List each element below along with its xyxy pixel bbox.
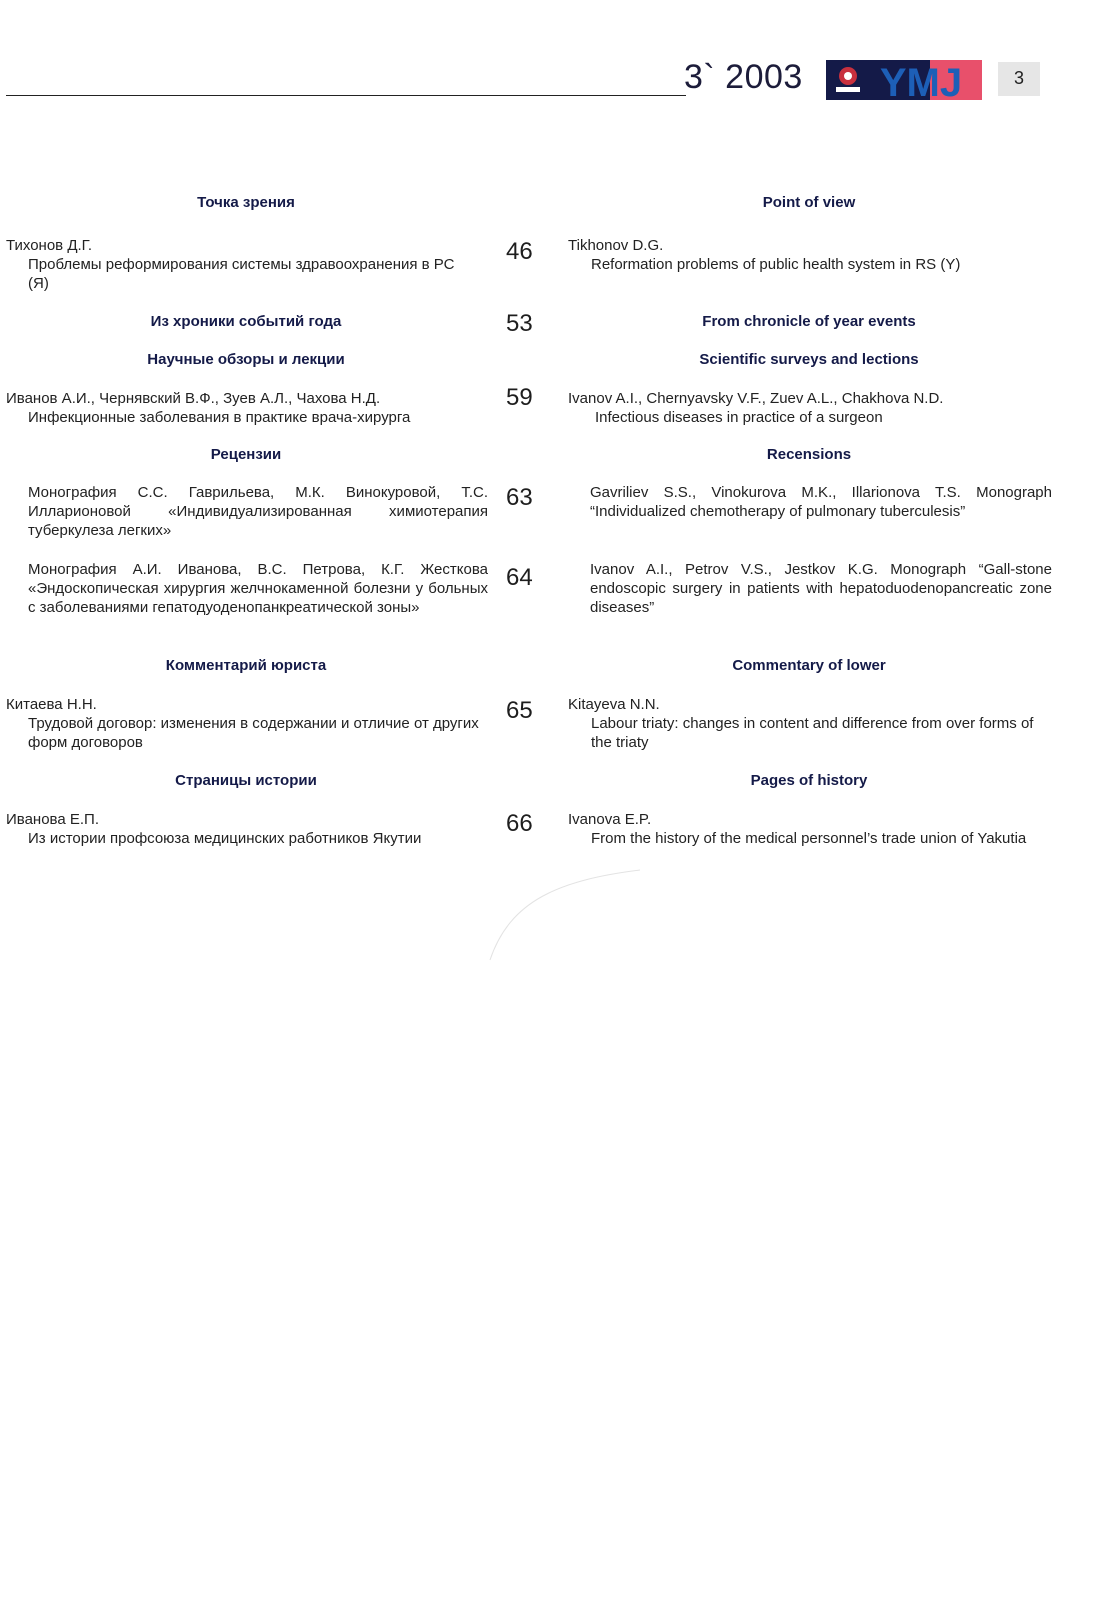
- entry-author: Ivanova E.P.: [568, 811, 652, 828]
- entry-author: Китаева Н.Н.: [6, 696, 97, 713]
- entry-title: Проблемы реформирования системы здравоохранения в РС (Я): [28, 256, 455, 292]
- page-ref-65: 65: [506, 697, 533, 724]
- entry-title: Трудовой договор: изменения в содержании и отличие от других форм договоров: [28, 715, 479, 751]
- en-entry-ivanova: [568, 810, 1054, 848]
- entry-title: Infectious diseases in practice of a surgeon: [595, 409, 883, 426]
- entry-author: Ivanov A.I., Chernyavsky V.F., Zuev A.L., Chakhova N.D.: [568, 390, 944, 407]
- entry-author: Tikhonov D.G.: [568, 237, 664, 254]
- page-ref-46: 46: [506, 238, 533, 265]
- ru-heading-chronicle: Из хроники событий года: [150, 313, 342, 330]
- entry-author: Иванова Е.П.: [6, 811, 99, 828]
- page-ref-59: 59: [506, 384, 533, 411]
- logo-text: YMJ: [879, 61, 963, 100]
- page-ref-66: 66: [506, 810, 533, 837]
- en-heading-chronicle: From chronicle of year events: [702, 313, 916, 330]
- ru-entry-review-2: Монография А.И. Иванова, В.С. Петрова, К.Г. Жесткова «Эндоскопическая хирургия желчнокаменной болезни у больных с заболеваниями гепатодуоденопанкреатической зоны»: [28, 561, 488, 616]
- en-heading-viewpoint: Point of view: [762, 194, 856, 211]
- en-heading-reviews: Recensions: [766, 446, 852, 463]
- page-ref-64: 64: [506, 564, 533, 591]
- ru-entry-review-1: Монография С.С. Гаврильева, М.К. Винокуровой, Т.С. Илларионовой «Индивидуализированная химиотерапия туберкулеза легких»: [28, 484, 488, 539]
- entry-author: Иванов А.И., Чернявский В.Ф., Зуев А.Л., Чахова Н.Д.: [6, 390, 381, 407]
- ru-heading-lawyer: Комментарий юриста: [165, 657, 327, 674]
- ru-heading-viewpoint: Точка зрения: [197, 194, 295, 211]
- entry-author: Kitayeva N.N.: [568, 696, 660, 713]
- en-heading-history: Pages of history: [750, 772, 868, 789]
- scan-artifact: [470, 860, 650, 970]
- issue-number: 3` 2003: [684, 58, 803, 96]
- en-entry-review-2: Ivanov A.I., Petrov V.S., Jestkov K.G. Monograph “Gall-stone endoscopic surgery in patients with hepatoduodenopancreatic zone diseases”: [590, 561, 1052, 616]
- entry-title: Из истории профсоюза медицинских работников Якутии: [28, 830, 422, 847]
- page-ref-63: 63: [506, 484, 533, 511]
- ru-entry-ivanova: [6, 810, 480, 848]
- en-heading-lawyer: Commentary of lower: [732, 657, 886, 674]
- journal-logo: [826, 60, 982, 100]
- ru-entry-kitaeva: [6, 695, 480, 752]
- ru-heading-surveys: Научные обзоры и лекции: [147, 351, 345, 368]
- entry-author: Тихонов Д.Г.: [6, 237, 93, 254]
- entry-title: From the history of the medical personnel’s trade union of Yakutia: [591, 830, 1027, 847]
- entry-title: Инфекционные заболевания в практике врача-хирурга: [28, 409, 411, 426]
- en-entry-review-1: Gavriliev S.S., Vinokurova M.K., Illarionova T.S. Monograph “Individualized chemotherapy of pulmonary tuberculesis”: [590, 484, 1052, 520]
- entry-title: Reformation problems of public health system in RS (Y): [591, 256, 961, 273]
- header-rule: [6, 95, 686, 96]
- page-ref-53: 53: [506, 310, 533, 337]
- ru-heading-reviews: Рецензии: [210, 446, 282, 463]
- en-entry-tikhonov: [568, 236, 1054, 274]
- en-entry-ivanov: [568, 389, 1054, 427]
- page-number: 3: [998, 62, 1040, 96]
- ru-entry-tikhonov: [6, 236, 462, 293]
- entry-title: Labour triaty: changes in content and difference from over forms of the triaty: [591, 715, 1034, 751]
- ru-entry-ivanov: [6, 389, 480, 427]
- en-entry-kitayeva: [568, 695, 1054, 752]
- ru-heading-history: Страницы истории: [175, 772, 317, 789]
- en-heading-surveys: Scientific surveys and lections: [699, 351, 919, 368]
